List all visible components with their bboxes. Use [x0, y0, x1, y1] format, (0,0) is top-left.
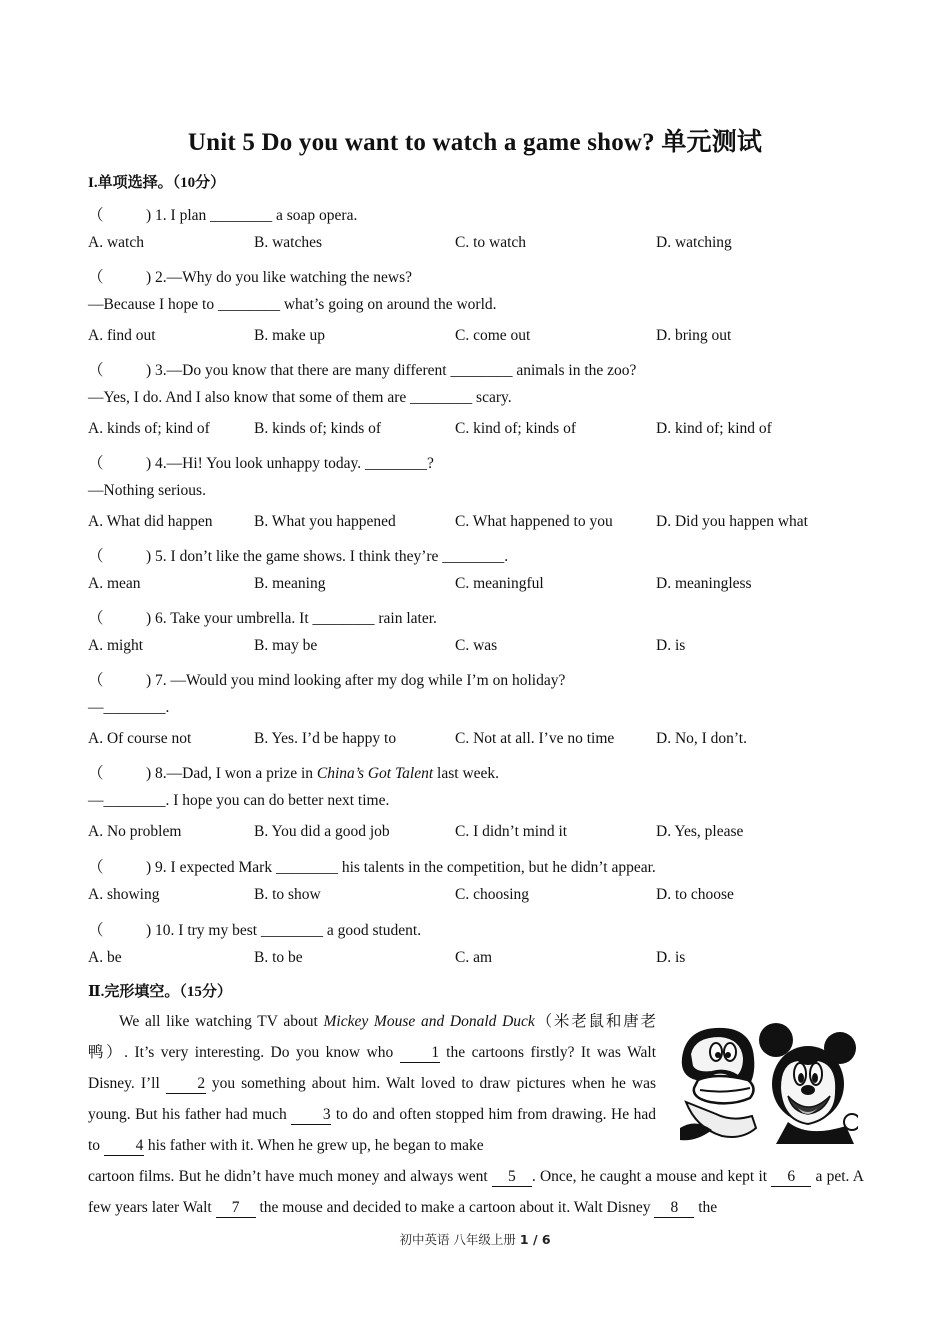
option-d: D. is	[656, 949, 686, 966]
option-a: A. mean	[88, 575, 141, 592]
option-d: D. is	[656, 637, 686, 654]
option-b: B. What you happened	[254, 513, 396, 530]
answer-paren[interactable]: （	[88, 207, 104, 224]
option-d: D. No, I don’t.	[656, 730, 747, 747]
option-d: D. meaningless	[656, 575, 752, 592]
option-a: A. find out	[88, 327, 156, 344]
question-1: （ ) 1. I plan ________ a soap opera.	[88, 203, 357, 225]
question-8-line-2: —________. I hope you can do better next time.	[88, 792, 390, 809]
blank-1: 1	[400, 1044, 440, 1063]
option-d: D. bring out	[656, 327, 732, 344]
option-c: C. kind of; kinds of	[455, 420, 576, 437]
question-8: （ ) 8.—Dad, I won a prize in China’s Got Talent last week.	[88, 761, 499, 783]
question-9: （ ) 9. I expected Mark ________ his talents in the competition, but he didn’t appear.	[88, 855, 656, 877]
option-d: D. Yes, please	[656, 823, 744, 840]
question-7-line-2: —________.	[88, 699, 170, 716]
answer-paren[interactable]: （	[88, 610, 104, 627]
answer-paren[interactable]: （	[88, 672, 104, 689]
option-d: D. Did you happen what	[656, 513, 808, 530]
blank-4: 4	[104, 1137, 144, 1156]
blank-7: 7	[216, 1199, 256, 1218]
option-a: A. be	[88, 949, 122, 966]
blank-5: 5	[492, 1168, 532, 1187]
option-b: B. watches	[254, 234, 323, 251]
option-b: B. You did a good job	[254, 823, 390, 840]
page-footer: 初中英语 八年级上册 1 / 6	[399, 1232, 551, 1247]
section-heading-2: Ⅱ.完形填空。（15分）	[88, 984, 232, 1000]
option-b: B. to be	[254, 949, 303, 966]
blank-2: 2	[166, 1075, 206, 1094]
question-10: （ ) 10. I try my best ________ a good student.	[88, 918, 421, 940]
section-heading-1: I.单项选择。（10分）	[88, 175, 226, 191]
option-b: B. meaning	[254, 575, 326, 592]
option-d: D. to choose	[656, 886, 734, 903]
question-3-line-2: —Yes, I do. And I also know that some of them are ________ scary.	[88, 389, 512, 406]
mickey-donald-illustration	[676, 1018, 858, 1144]
option-c: C. meaningful	[455, 575, 544, 592]
option-a: A. No problem	[88, 823, 182, 840]
option-a: A. watch	[88, 234, 144, 251]
blank-6: 6	[771, 1168, 811, 1187]
option-a: A. What did happen	[88, 513, 213, 530]
option-b: B. kinds of; kinds of	[254, 420, 382, 437]
answer-paren[interactable]: （	[88, 269, 104, 286]
question-5: （ ) 5. I don’t like the game shows. I think they’re ________.	[88, 544, 508, 566]
cloze-passage-continued: cartoon films. But he didn’t have much money and always went 5 . Once, he caught a mouse and kept it 6 a pet. A few years later Walt 7 the mouse and decided to make a cartoon about it. Walt Disney 8 the	[88, 1168, 864, 1216]
option-c: C. I didn’t mind it	[455, 823, 568, 840]
option-c: C. to watch	[455, 234, 527, 251]
option-a: A. showing	[88, 886, 160, 903]
page-title: Unit 5 Do you want to watch a game show? 单元测试	[187, 129, 763, 156]
option-d: D. kind of; kind of	[656, 420, 772, 437]
option-c: C. was	[455, 637, 498, 654]
mickey-mouse-figure	[759, 1023, 858, 1144]
option-c: C. am	[455, 949, 493, 966]
answer-paren[interactable]: （	[88, 455, 104, 472]
answer-paren[interactable]: （	[88, 922, 104, 939]
question-7: （ ) 7. —Would you mind looking after my dog while I’m on holiday?	[88, 668, 565, 690]
option-b: B. to show	[254, 886, 321, 903]
option-d: D. watching	[656, 234, 732, 251]
option-c: C. Not at all. I’ve no time	[455, 730, 615, 747]
question-3: （ ) 3.—Do you know that there are many different ________ animals in the zoo?	[88, 358, 636, 380]
option-b: B. Yes. I’d be happy to	[254, 730, 397, 747]
answer-paren[interactable]: （	[88, 765, 104, 782]
donald-duck-figure	[680, 1028, 756, 1140]
answer-paren[interactable]: （	[88, 362, 104, 379]
option-a: A. kinds of; kind of	[88, 420, 210, 437]
option-c: C. come out	[455, 327, 531, 344]
option-a: A. might	[88, 637, 144, 654]
option-c: C. What happened to you	[455, 513, 613, 530]
question-4: （ ) 4.—Hi! You look unhappy today. ________?	[88, 451, 434, 473]
cloze-passage: We all like watching TV about Mickey Mouse and Donald Duck（米老鼠和唐老鸭）. It’s very interesting. Do you know who 1 the cartoons firstly? It was Walt Disney. I’ll 2 you something about him. Walt loved to draw pictures when he was young. But his father had much 3 to do and often stopped him from drawing. He had to 4 his father with it. When he grew up, he began to make	[88, 1013, 657, 1154]
page-number: 1 / 6	[519, 1232, 551, 1247]
question-2: （ ) 2.—Why do you like watching the news?	[88, 265, 412, 287]
blank-3: 3	[291, 1106, 331, 1125]
answer-paren[interactable]: （	[88, 859, 104, 876]
option-c: C. choosing	[455, 886, 530, 903]
option-a: A. Of course not	[88, 730, 192, 747]
question-2-line-2: —Because I hope to ________ what’s going on around the world.	[88, 296, 497, 313]
question-6: （ ) 6. Take your umbrella. It ________ rain later.	[88, 606, 437, 628]
answer-paren[interactable]: （	[88, 548, 104, 565]
question-4-line-2: —Nothing serious.	[88, 482, 206, 499]
option-b: B. may be	[254, 637, 318, 654]
option-b: B. make up	[254, 327, 326, 344]
blank-8: 8	[654, 1199, 694, 1218]
